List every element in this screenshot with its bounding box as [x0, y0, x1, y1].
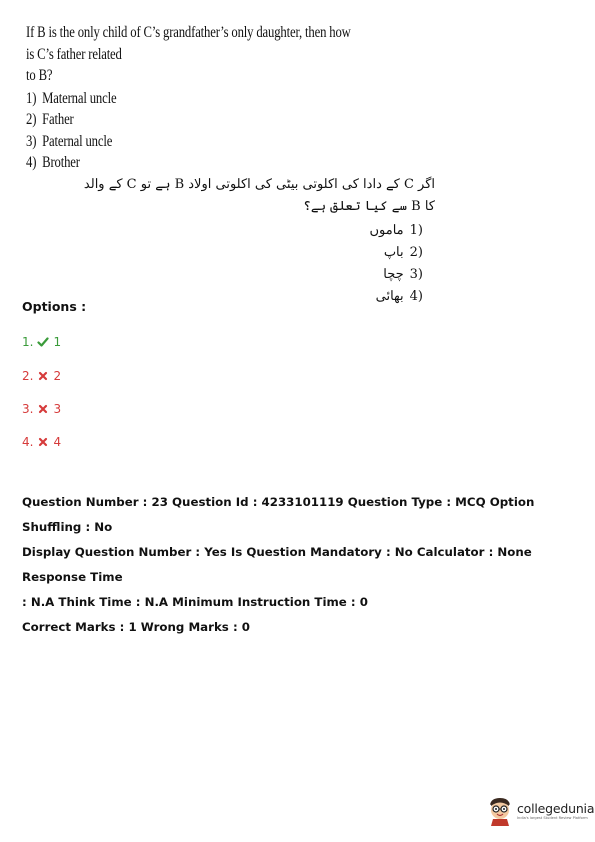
question-english — [26, 22, 354, 174]
answer-option-label: 3. — [22, 402, 34, 416]
answer-option-label: 4. — [22, 435, 34, 449]
option-item — [26, 88, 354, 110]
options-title: Options : — [22, 299, 87, 314]
question-options-english — [26, 88, 354, 174]
question-stem-line-1: If B is the only child of C’s grandfather’s only daughter, then how is C’s father related — [26, 24, 351, 63]
option-number: (1 — [409, 223, 423, 238]
question-urdu — [75, 174, 435, 308]
answer-option-value: 1 — [53, 335, 62, 349]
option-number: 4) — [26, 154, 37, 171]
question-info — [22, 490, 582, 640]
check-icon — [37, 336, 49, 348]
student-mascot-icon — [487, 796, 513, 826]
option-text: Father — [42, 111, 74, 128]
option-number: 3) — [26, 132, 37, 150]
option-item — [26, 152, 354, 174]
option-item — [26, 131, 354, 153]
answer-option-value: 3 — [53, 402, 62, 416]
option-item — [26, 109, 354, 131]
answer-option-4 — [22, 435, 61, 449]
option-number: 1) — [26, 89, 37, 107]
option-item-urdu — [75, 286, 423, 308]
question-stem-urdu: اگر C کے دادا کی اکلوتی بیٹی کی اکلوتی اولاد B ہے تو C کے والد کا B سے کیا تعلق ہے؟ — [83, 177, 435, 214]
cross-icon — [37, 370, 49, 382]
option-number: (4 — [409, 289, 423, 304]
question-info-line-2: Display Question Number : Yes Is Question Mandatory : No Calculator : None Response Time — [22, 545, 532, 584]
option-text: Maternal uncle — [42, 89, 117, 107]
logo-name: collegedunia — [517, 800, 595, 816]
option-text: Paternal uncle — [42, 132, 113, 150]
question-info-line-4: Correct Marks : 1 Wrong Marks : 0 — [22, 620, 250, 634]
option-text: بھائی — [375, 289, 404, 304]
option-number: (3 — [409, 267, 423, 282]
answer-option-label: 1. — [22, 335, 34, 349]
answer-option-3 — [22, 402, 61, 416]
option-number: (2 — [409, 245, 423, 260]
option-text: باپ — [383, 245, 404, 260]
question-info-line-3: : N.A Think Time : N.A Minimum Instruction Time : 0 — [22, 595, 368, 609]
question-info-line-1: Question Number : 23 Question Id : 4233101119 Question Type : MCQ Option Shuffling : No — [22, 495, 535, 534]
answer-option-value: 4 — [53, 435, 62, 449]
question-stem-line-2: to B? — [26, 67, 53, 84]
answer-option-value: 2 — [53, 369, 62, 383]
option-item-urdu — [75, 220, 423, 242]
logo-tagline: India's largest Student Review Platform — [517, 815, 588, 820]
cross-icon — [37, 403, 49, 415]
question-stem — [26, 22, 354, 87]
option-item-urdu — [75, 242, 423, 264]
cross-icon — [37, 436, 49, 448]
question-options-urdu — [75, 220, 435, 308]
answer-option-2 — [22, 369, 61, 383]
option-item-urdu — [75, 264, 423, 286]
option-text: چچا — [383, 267, 404, 282]
collegedunia-logo — [487, 796, 594, 826]
answer-option-label: 2. — [22, 369, 34, 383]
option-number: 2) — [26, 111, 37, 128]
option-text: ماموں — [369, 223, 404, 238]
answer-option-1 — [22, 335, 61, 349]
option-text: Brother — [42, 154, 80, 171]
